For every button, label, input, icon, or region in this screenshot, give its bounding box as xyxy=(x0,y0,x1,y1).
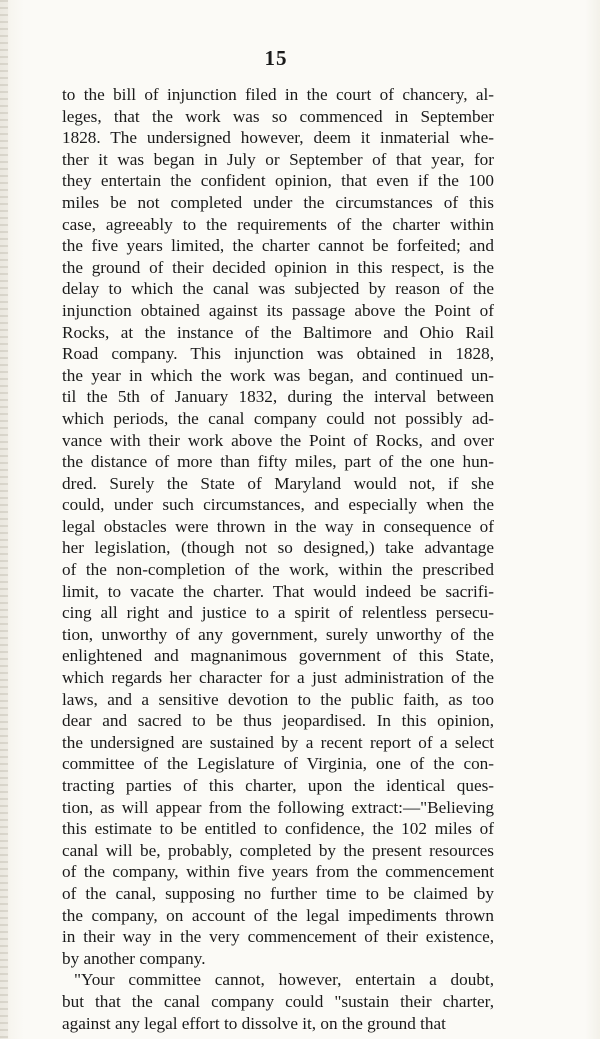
text-line: against any legal effort to dissolve it, on the ground that xyxy=(62,1013,446,1033)
text-line: 1828. The undersigned however, deem it inmaterial whe- xyxy=(62,128,494,148)
text-line: dear and sacred to be thus jeopardised. In this opinion, xyxy=(62,711,494,731)
text-line: the five years limited, the charter cannot be forfeited; and xyxy=(62,236,494,256)
text-line: of the company, within five years from the commencement xyxy=(62,862,494,882)
text-line: legal obstacles were thrown in the way in consequence of xyxy=(62,516,494,536)
text-line: in their way in the very commencement of their existence, xyxy=(62,927,494,947)
text-line: the year in which the work was began, and continued un- xyxy=(62,365,494,385)
page-number: 15 xyxy=(264,46,288,70)
text-line: "Your committee cannot, however, entertain a doubt, xyxy=(74,970,494,990)
text-line: which regards her character for a just administration of the xyxy=(62,668,494,688)
text-line: limit, to vacate the charter. That would indeed be sacrifi- xyxy=(62,581,494,601)
text-line: injunction obtained against its passage above the Point of xyxy=(62,300,494,320)
text-line: dred. Surely the State of Maryland would not, if she xyxy=(62,473,494,493)
text-line: enlightened and magnanimous government of this State, xyxy=(62,646,494,666)
text-line: leges, that the work was so commenced in September xyxy=(62,106,494,126)
text-line: the undersigned are sustained by a recent report of a select xyxy=(62,732,494,752)
text-line: delay to which the canal was subjected by reason of the xyxy=(62,279,494,299)
text-line: case, agreeably to the requirements of the charter within xyxy=(62,214,494,234)
body-text xyxy=(62,84,494,1034)
text-line: her legislation, (though not so designed,) take advantage xyxy=(62,538,494,558)
text-line: this estimate to be entitled to confidence, the 102 miles of xyxy=(62,819,494,839)
text-line: vance with their work above the Point of Rocks, and over xyxy=(62,430,494,450)
text-line: could, under such circumstances, and especially when the xyxy=(62,495,494,515)
binding-edge xyxy=(0,0,8,1039)
text-line: cing all right and justice to a spirit of relentless persecu- xyxy=(62,603,494,623)
text-line: Rocks, at the instance of the Baltimore and Ohio Rail xyxy=(62,322,494,342)
text-line: the company, on account of the legal impediments thrown xyxy=(62,905,494,925)
text-line: the ground of their decided opinion in this respect, is the xyxy=(62,257,494,277)
text-line: canal will be, probably, completed by the present resources xyxy=(62,840,494,860)
text-line: tion, unworthy of any government, surely unworthy of the xyxy=(62,624,494,644)
text-line: of the non-completion of the work, within the prescribed xyxy=(62,560,494,580)
text-line: of the canal, supposing no further time to be claimed by xyxy=(62,883,494,903)
text-line: the distance of more than fifty miles, part of the one hun- xyxy=(62,452,494,472)
text-line: to the bill of injunction filed in the court of chancery, al- xyxy=(62,85,494,104)
text-line: they entertain the confident opinion, that even if the 100 xyxy=(62,171,494,191)
text-line: which periods, the canal company could not possibly ad- xyxy=(62,408,494,428)
text-line: but that the canal company could "sustain their charter, xyxy=(62,991,494,1011)
text-line: committee of the Legislature of Virginia, one of the con- xyxy=(62,754,494,774)
text-line: miles be not completed under the circumstances of this xyxy=(62,192,494,212)
text-line: by another company. xyxy=(62,948,206,968)
text-line: laws, and a sensitive devotion to the public faith, as too xyxy=(62,689,494,709)
text-line: Road company. This injunction was obtained in 1828, xyxy=(62,344,494,364)
text-line: til the 5th of January 1832, during the interval between xyxy=(62,387,494,407)
text-line: tracting parties of this charter, upon the identical ques- xyxy=(62,776,494,795)
text-line: ther it was began in July or September of that year, for xyxy=(62,149,494,169)
text-line: tion, as will appear from the following extract:—"Believing xyxy=(62,797,494,817)
